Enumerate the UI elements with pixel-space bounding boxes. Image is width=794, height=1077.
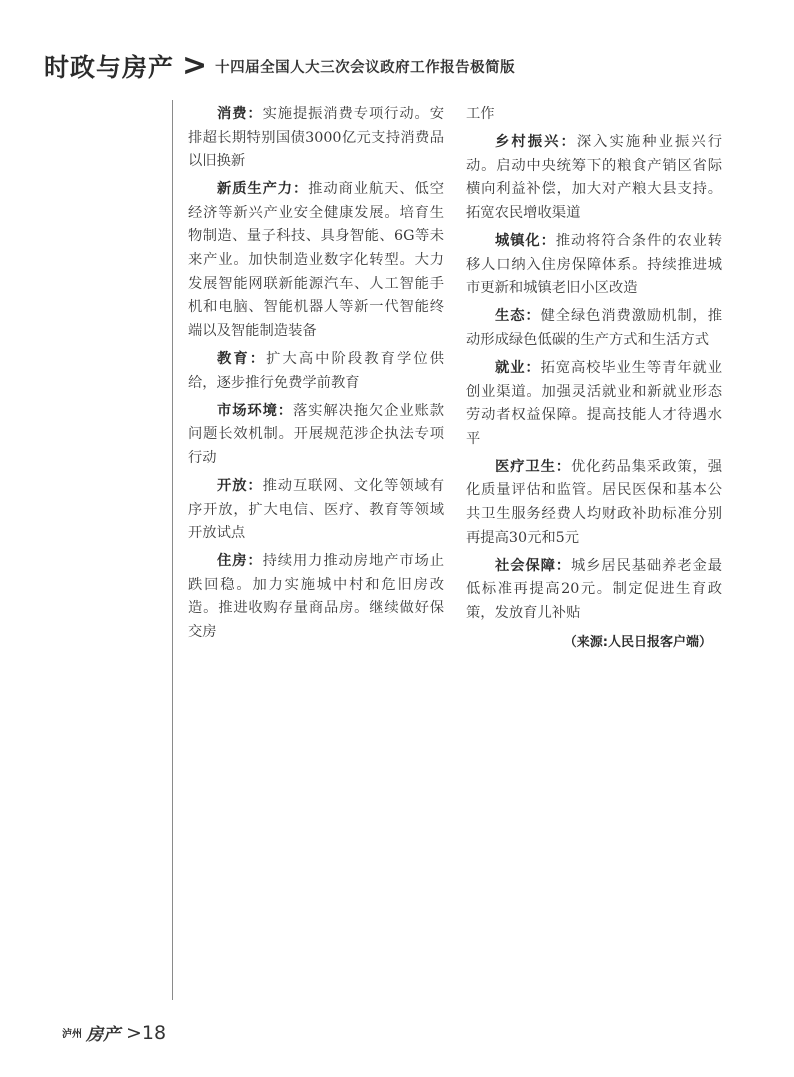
paragraph-continuation: 工作 xyxy=(466,106,495,122)
paragraph-employment xyxy=(466,357,722,451)
item-label: 就业： xyxy=(495,359,541,376)
item-label: 消费： xyxy=(217,106,263,122)
item-text: 实施提振消费专项行动。安排超长期特别国债3000亿元支持消费品以旧换新 xyxy=(188,106,445,170)
paragraph-education xyxy=(188,348,444,395)
paragraph-social-security xyxy=(466,555,722,626)
magazine-logo-small: 泸州 xyxy=(62,1029,82,1040)
page-header xyxy=(44,46,515,86)
item-text: 推动将符合条件的农业转移人口纳入住房保障体系。持续推进城市更新和城镇老旧小区改造 xyxy=(466,232,723,297)
item-text: 落实解决拖欠企业账款问题长效机制。开展规范涉企执法专项行动 xyxy=(188,402,445,466)
paragraph-consumption xyxy=(188,103,444,174)
right-column xyxy=(466,103,722,655)
item-text: 城乡居民基础养老金最低标准再提高20元。制定促进生育政策，发放育儿补贴 xyxy=(466,557,723,621)
item-label: 社会保障： xyxy=(495,557,571,574)
paragraph-new-productivity xyxy=(188,178,444,343)
paragraph-ecology xyxy=(466,305,722,352)
source-credit: （来源:人民日报客户端） xyxy=(563,635,712,651)
page-number: >18 xyxy=(126,1021,167,1044)
item-label: 生态： xyxy=(495,308,541,325)
item-label: 开放： xyxy=(217,477,263,494)
item-text: 拓宽高校毕业生等青年就业创业渠道。加强灵活就业和新就业形态劳动者权益保障。提高技能人才待遇水平 xyxy=(466,359,723,447)
item-text: 扩大高中阶段教育学位供给，逐步推行免费学前教育 xyxy=(188,350,445,391)
item-label: 城镇化： xyxy=(495,232,556,249)
chevron-right-icon: > xyxy=(182,48,208,83)
item-label: 市场环境： xyxy=(217,402,293,419)
paragraph-opening-up xyxy=(188,475,444,546)
paragraph-healthcare xyxy=(466,456,722,550)
page-footer xyxy=(62,1020,166,1045)
item-text: 推动互联网、文化等领域有序开放，扩大电信、医疗、教育等领域开放试点 xyxy=(188,477,445,542)
item-label: 住房： xyxy=(217,553,263,570)
item-label: 医疗卫生： xyxy=(495,458,571,475)
item-text: 持续用力推动房地产市场止跌回稳。加力实施城中村和危旧房改造。推进收购存量商品房。继续做好保交房 xyxy=(188,553,445,640)
column-divider xyxy=(172,100,173,1000)
magazine-logo-script: 房产 xyxy=(86,1025,120,1045)
item-label: 乡村振兴： xyxy=(495,134,577,151)
item-label: 教育： xyxy=(217,350,267,367)
paragraph-rural-revitalization xyxy=(466,131,722,225)
left-column xyxy=(188,103,444,649)
article-title: 十四届全国人大三次会议政府工作报告极简版 xyxy=(215,59,516,76)
item-text: 推动商业航天、低空经济等新兴产业安全健康发展。培育生物制造、量子科技、具身智能、6G等未来产业。加快制造业数字化转型。大力发展智能网联新能源汽车、人工智能手机和电脑、智能机器人等新一代智能终端以及智能制造装备 xyxy=(188,181,445,339)
section-title: 时政与房产 xyxy=(44,53,175,82)
item-text: 优化药品集采政策，强化质量评估和监管。居民医保和基本公共卫生服务经费人均财政补助标准分别再提高30元和5元 xyxy=(466,458,723,546)
item-text: 深入实施种业振兴行动。启动中央统筹下的粮食产销区省际横向利益补偿，加大对产粮大县支持。拓宽农民增收渠道 xyxy=(466,134,723,221)
paragraph-urbanization xyxy=(466,230,722,301)
item-label: 新质生产力： xyxy=(217,181,309,198)
paragraph-housing xyxy=(188,550,444,644)
paragraph-market-environment xyxy=(188,400,444,471)
item-text: 健全绿色消费激励机制，推动形成绿色低碳的生产方式和生活方式 xyxy=(466,308,723,348)
